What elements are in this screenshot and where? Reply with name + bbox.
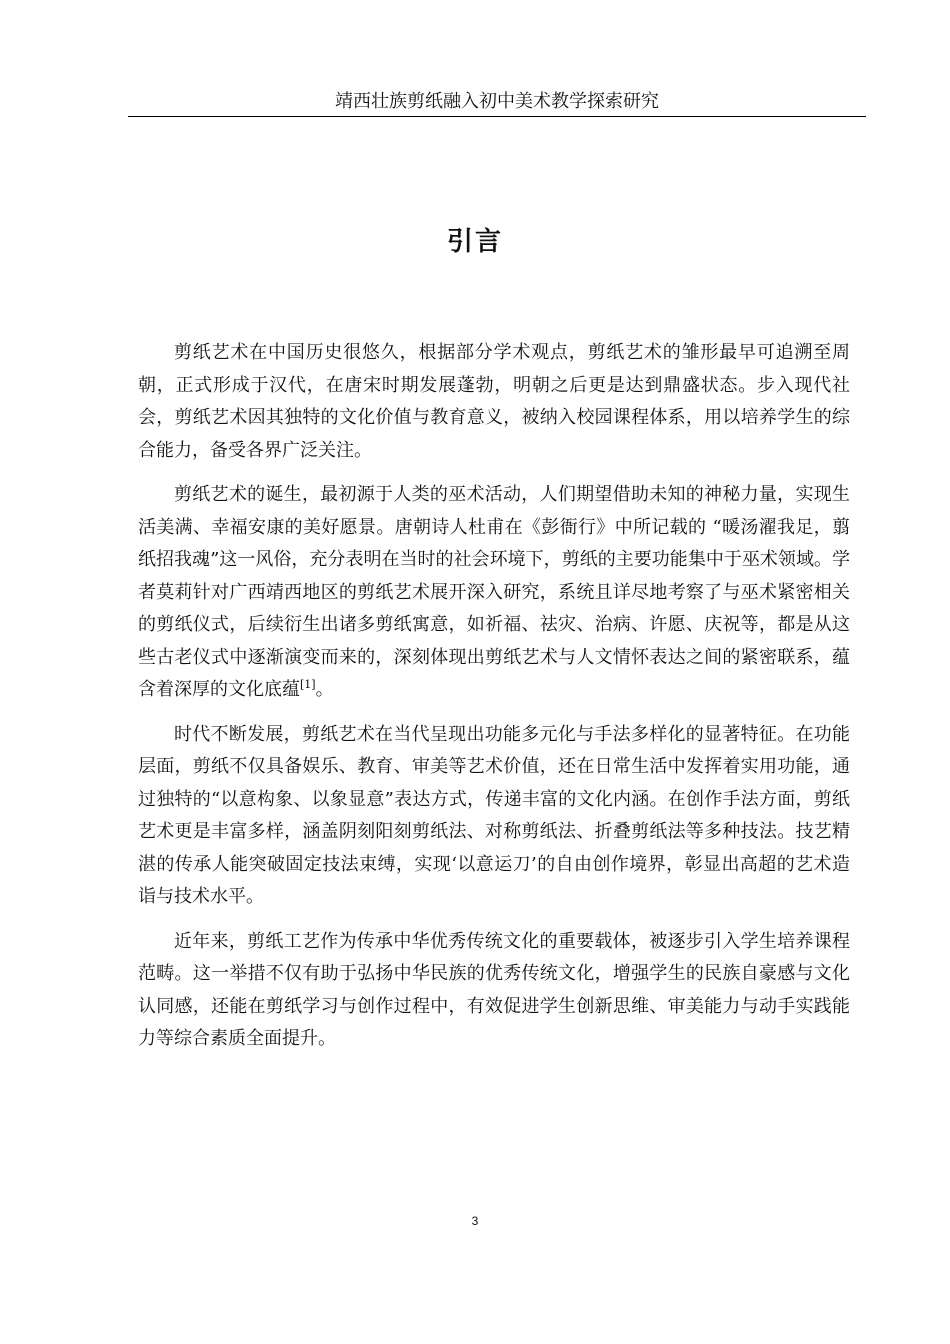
body-text (138, 337, 850, 1068)
paragraph-text-tail: 。 (315, 679, 334, 700)
paragraph-text: 时代不断发展，剪纸艺术在当代呈现出功能多元化与手法多样化的显著特征。在功能层面，剪纸不仅具备娱乐、教育、审美等艺术价值，还在日常生活中发挥着实用功能，通过独特的“以意构象、以象显意”表达方式，传递丰富的文化内涵。在创作手法方面，剪纸艺术更是丰富多样，涵盖阴刻阳刻剪纸法、对称剪纸法、折叠剪纸法等多种技法。技艺精湛的传承人能突破固定技法束缚，实现‘以意运刀’的自由创作境界，彰显出高超的艺术造诣与技术水平。 (138, 723, 850, 907)
paragraph-text: 近年来，剪纸工艺作为传承中华优秀传统文化的重要载体，被逐步引入学生培养课程范畴。这一举措不仅有助于弘扬中华民族的优秀传统文化，增强学生的民族自豪感与文化认同感，还能在剪纸学习与创作过程中，有效促进学生创新思维、审美能力与动手实践能力等综合素质全面提升。 (138, 930, 850, 1049)
citation-marker[interactable]: [1] (300, 678, 316, 691)
paragraph (138, 719, 850, 914)
running-header: 靖西壮族剪纸融入初中美术教学探索研究 (128, 88, 866, 117)
paragraph-text: 剪纸艺术在中国历史很悠久，根据部分学术观点，剪纸艺术的雏形最早可追溯至周朝，正式形成于汉代，在唐宋时期发展蓬勃，明朝之后更是达到鼎盛状态。步入现代社会，剪纸艺术因其独特的文化价值与教育意义，被纳入校园课程体系，用以培养学生的综合能力，备受各界广泛关注。 (138, 342, 850, 461)
page-number: 3 (471, 1214, 479, 1228)
paragraph-text: 剪纸艺术的诞生，最初源于人类的巫术活动，人们期望借助未知的神秘力量，实现生活美满、幸福安康的美好愿景。唐朝诗人杜甫在《彭衙行》中所记载的 “暖汤濯我足，翦纸招我魂”这一风俗，充分表明在当时的社会环境下，剪纸的主要功能集中于巫术领域。学者莫莉针对广西靖西地区的剪纸艺术展开深入研究，系统且详尽地考察了与巫术紧密相关的剪纸仪式，后续衍生出诸多剪纸寓意，如祈福、祛灾、治病、许愿、庆祝等，都是从这些古老仪式中逐渐演变而来的，深刻体现出剪纸艺术与人文情怀表达之间的紧密联系，蕴含着深厚的文化底蕴 (138, 484, 850, 700)
paragraph (138, 926, 850, 1056)
paragraph (138, 479, 850, 707)
paragraph (138, 337, 850, 467)
section-title: 引言 (446, 227, 503, 257)
